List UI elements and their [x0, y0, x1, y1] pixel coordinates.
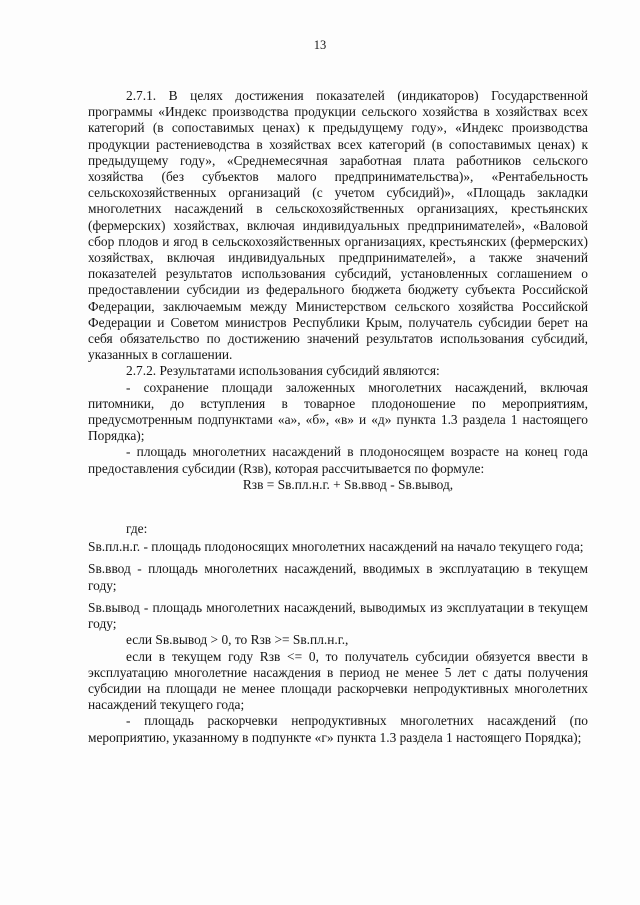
- list-item-preservation: - сохранение площади заложенных многолетних насаждений, включая питомники, до вступления в товарное плодоношение по мероприятиям, предусмотренным подпунктами «а», «б», «в» и «д» пункта 1.3 раздела 1 настоящего Порядка);: [88, 379, 588, 444]
- definition-s-pl-ng: Sв.пл.н.г. - площадь плодоносящих многолетних насаждений на начало текущего года;: [88, 539, 584, 555]
- definition-s-vvod: Sв.ввод - площадь многолетних насаждений, вводимых в эксплуатацию в текущем году;: [88, 561, 588, 593]
- document-body: [88, 88, 588, 746]
- definition-s-vyvod: Sв.вывод - площадь многолетних насаждений, выводимых из эксплуатации в текущем году;: [88, 599, 588, 632]
- list-item-fruiting-area: - площадь многолетних насаждений в плодоносящем возрасте на конец года предоставления субсидии (Rзв), которая рассчитывается по формуле:: [88, 444, 588, 476]
- condition-vyvod: если Sв.вывод > 0, то Rзв >= Sв.пл.н.г.,: [126, 632, 349, 648]
- list-item-uprooting-area: - площадь раскорчевки непродуктивных многолетних насаждений (по мероприятию, указанному в подпункте «г» пункта 1.3 раздела 1 настоящего Порядка);: [88, 713, 588, 745]
- where-label: где:: [126, 521, 148, 537]
- paragraph-2-7-1: 2.7.1. В целях достижения показателей (индикаторов) Государственной программы «Индекс производства продукции сельского хозяйства в хозяйствах всех категорий (в сопоставимых ценах) к предыдущему году», «Индекс производства продукции растениеводства в хозяйствах всех категорий (в сопоставимых ценах) к предыдущему году», «Среднемесячная заработная плата работников сельского хозяйства (без субъектов малого предпринимательства)», «Рентабельность сельскохозяйственных организаций (с учетом субсидий)», «Площадь закладки многолетних насаждений в сельскохозяйственных организациях, крестьянских (фермерских) хозяйствах, включая индивидуальных предпринимателей», «Валовой сбор плодов и ягод в сельскохозяйственных организациях, крестьянских (фермерских) хозяйствах, включая индивидуальных предпринимателей», а также значений показателей результатов использования субсидий, установленных соглашением о предоставлении субсидии из федерального бюджета бюджету субъекта Российской Федерации, заключаемым между Министерством сельского хозяйства Российской Федерации и Советом министров Республики Крым, получатель субсидии берет на себя обязательство по достижению значений результатов использования субсидий, указанных в соглашении.: [88, 88, 588, 363]
- formula: Rзв = Sв.пл.н.г. + Sв.ввод - Sв.вывод,: [242, 476, 454, 492]
- condition-rzv: если в текущем году Rзв <= 0, то получатель субсидии обязуется ввести в эксплуатацию многолетние насаждения в период не менее 5 лет с даты получения субсидии на площади не менее площади раскорчевки непродуктивных многолетних насаждений текущего года;: [88, 648, 588, 713]
- page-number: 13: [313, 38, 327, 52]
- paragraph-2-7-2: 2.7.2. Результатами использования субсидий являются:: [126, 363, 440, 379]
